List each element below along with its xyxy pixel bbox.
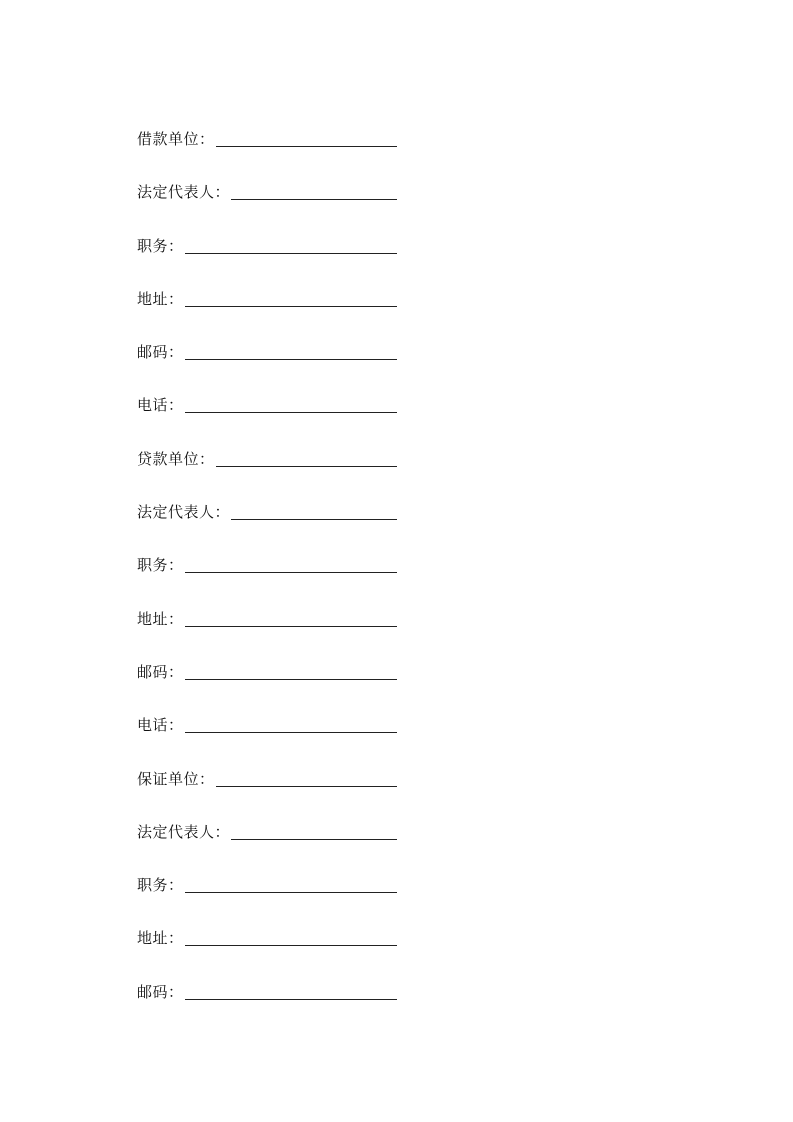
field-label: 保证单位： xyxy=(137,769,215,788)
fill-in-line[interactable] xyxy=(185,981,397,1000)
fill-in-line[interactable] xyxy=(185,394,397,413)
field-label: 地址： xyxy=(137,289,184,308)
field-label: 法定代表人： xyxy=(137,822,231,841)
guarantor-address-field xyxy=(137,927,397,980)
guarantor-postcode-field xyxy=(137,981,397,1034)
borrower-address-field xyxy=(137,288,397,341)
lender-postcode-field xyxy=(137,661,397,714)
field-label: 电话： xyxy=(137,396,184,415)
field-label: 地址： xyxy=(137,929,184,948)
fill-in-line[interactable] xyxy=(185,341,397,360)
lender-legal-rep-field xyxy=(137,501,397,554)
fill-in-line[interactable] xyxy=(216,448,397,467)
field-label: 法定代表人： xyxy=(137,503,231,522)
field-label: 职务： xyxy=(137,876,184,895)
field-label: 邮码： xyxy=(137,343,184,362)
fill-in-line[interactable] xyxy=(185,235,397,254)
guarantor-legal-rep-field xyxy=(137,821,397,874)
guarantor-position-field xyxy=(137,874,397,927)
fill-in-line[interactable] xyxy=(216,768,397,787)
fill-in-line[interactable] xyxy=(185,288,397,307)
field-label: 邮码： xyxy=(137,982,184,1001)
field-label: 职务： xyxy=(137,556,184,575)
guarantor-unit-field xyxy=(137,768,397,821)
lender-unit-field xyxy=(137,448,397,501)
fill-in-line[interactable] xyxy=(231,821,397,840)
lender-address-field xyxy=(137,608,397,661)
fill-in-line[interactable] xyxy=(185,661,397,680)
fill-in-line[interactable] xyxy=(231,181,397,200)
field-label: 借款单位： xyxy=(137,130,215,148)
borrower-phone-field xyxy=(137,394,397,447)
party-info-form xyxy=(137,128,397,1034)
field-label: 电话： xyxy=(137,716,184,735)
field-label: 邮码： xyxy=(137,662,184,681)
borrower-position-field xyxy=(137,235,397,288)
fill-in-line[interactable] xyxy=(231,501,397,520)
field-label: 法定代表人： xyxy=(137,183,231,202)
lender-position-field xyxy=(137,554,397,607)
fill-in-line[interactable] xyxy=(185,554,397,573)
field-label: 职务： xyxy=(137,236,184,255)
lender-phone-field xyxy=(137,714,397,767)
borrower-unit-field xyxy=(137,128,397,181)
field-label: 地址： xyxy=(137,609,184,628)
fill-in-line[interactable] xyxy=(185,608,397,627)
fill-in-line[interactable] xyxy=(185,714,397,733)
fill-in-line[interactable] xyxy=(216,128,397,147)
fill-in-line[interactable] xyxy=(185,874,397,893)
field-label: 贷款单位： xyxy=(137,449,215,468)
borrower-postcode-field xyxy=(137,341,397,394)
borrower-legal-rep-field xyxy=(137,181,397,234)
fill-in-line[interactable] xyxy=(185,927,397,946)
